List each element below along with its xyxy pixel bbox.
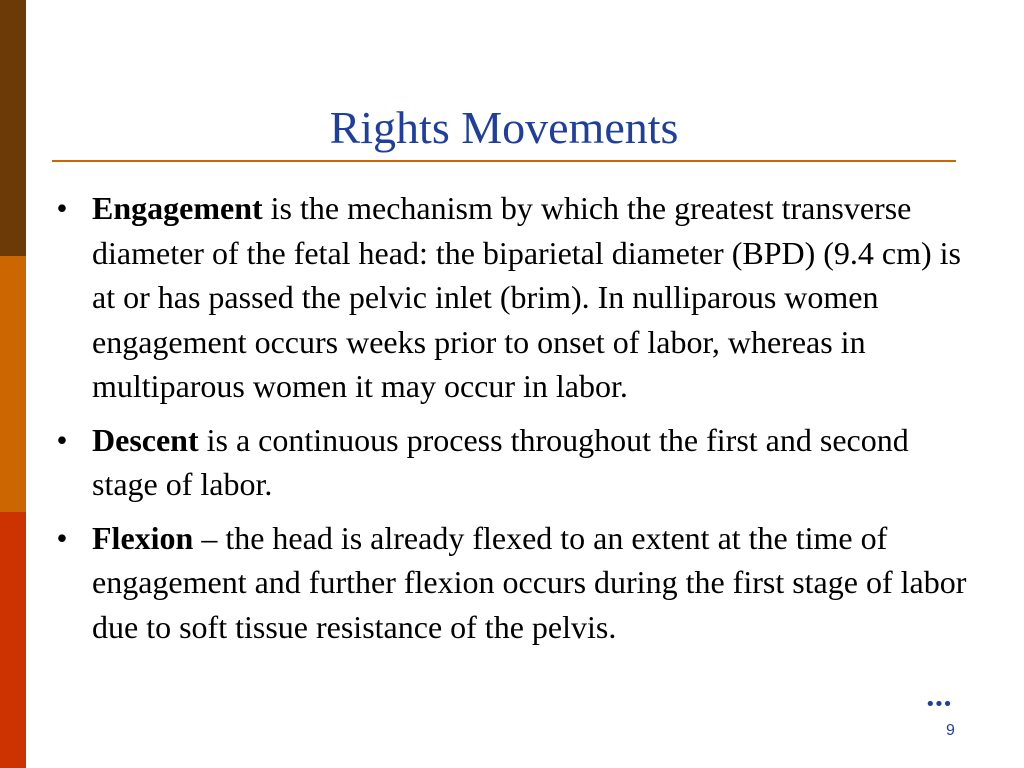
side-bar-bottom: [0, 512, 26, 768]
bullet-marker: •: [56, 421, 68, 458]
bullet-text: – the head is already flexed to an extent at the time of engagement and further flexion occurs during the first stage of labor due to soft tissue resistance of the pelvis.: [92, 519, 967, 645]
bullet-term: Engagement: [92, 190, 263, 226]
title-divider: [52, 160, 956, 162]
slide-title: Rights Movements: [329, 102, 679, 153]
bullet-descent: [52, 418, 982, 507]
side-bar-middle: [0, 256, 26, 512]
bullet-flexion: [52, 516, 982, 650]
bullet-term: Flexion: [92, 519, 194, 556]
page-number: 9: [946, 722, 955, 739]
side-bar-top: [0, 0, 26, 256]
bullet-engagement: [52, 186, 982, 409]
footer-dots-icon: •••: [925, 694, 951, 715]
bullet-marker: •: [56, 519, 68, 556]
bullet-marker: •: [56, 190, 68, 226]
bullet-text: is the mechanism by which the greatest transverse diameter of the fetal head: the biparietal diameter (BPD) (9.4 cm) is at or has passed the pelvic inlet (brim). In nulliparous women engagement occurs weeks prior to onset of labor, whereas in multiparous women it may occur in labor.: [92, 190, 961, 404]
bullet-list: [52, 186, 982, 658]
bullet-term: Descent: [92, 421, 199, 458]
bullet-text: is a continuous process throughout the first and second stage of labor.: [92, 421, 909, 502]
